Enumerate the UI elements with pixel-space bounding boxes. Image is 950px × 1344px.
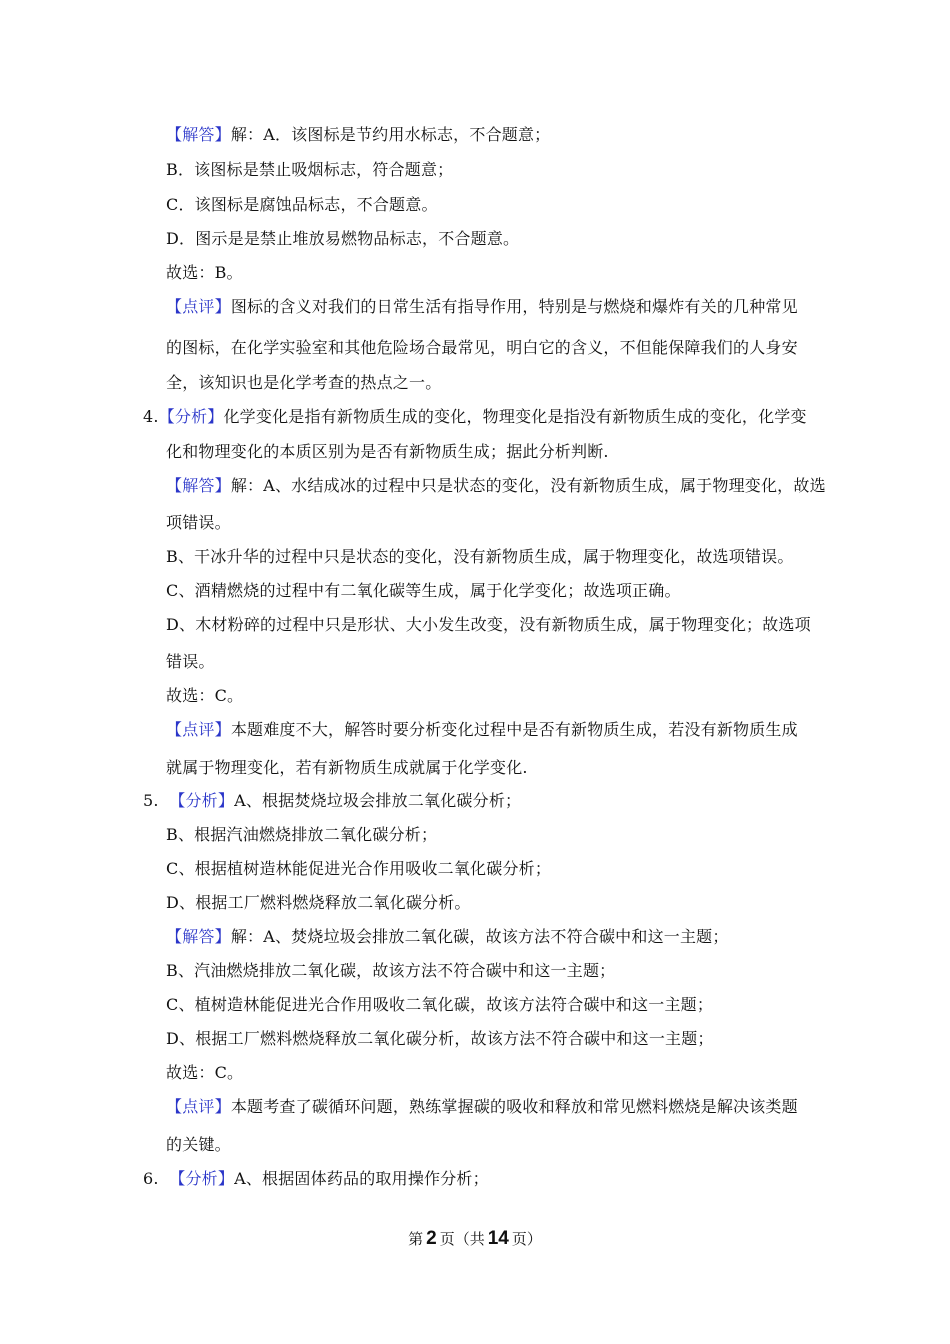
analysis-line-2: 化和物理变化的本质区别为是否有新物质生成；据此分析判断.	[166, 442, 609, 461]
analysis-option-c: C、根据植树造林能促进光合作用吸收二氧化碳分析；	[166, 859, 552, 878]
answer-text: 解：A、水结成冰的过程中只是状态的变化，没有新物质生成，属于物理变化，故选	[230, 476, 826, 495]
comment-line-3: 全，该知识也是化学考查的热点之一。	[166, 373, 442, 392]
footer-prefix: 第	[408, 1230, 424, 1248]
answer-option-c: C、酒精燃烧的过程中有二氧化碳等生成，属于化学变化；故选项正确。	[166, 581, 681, 600]
analysis-tag: 【分析】	[169, 791, 235, 810]
comment-line	[166, 1096, 816, 1118]
answer-option-c: C．该图标是腐蚀品标志，不合题意。	[166, 195, 438, 214]
comment-line-2: 的关键。	[166, 1135, 231, 1154]
answer-tag: 【解答】	[166, 125, 231, 144]
answer-line	[166, 124, 816, 146]
answer-option-d: D、木材粉碎的过程中只是形状、大小发生改变，没有新物质生成，属于物理变化；故选项	[166, 615, 811, 634]
answer-line-2: 项错误。	[166, 513, 231, 532]
answer-option-b: B、汽油燃烧排放二氧化碳，故该方法不符合碳中和这一主题；	[166, 961, 616, 980]
answer-line	[166, 475, 826, 497]
analysis-tag: 【分析】	[169, 1169, 235, 1188]
comment-text: 图标的含义对我们的日常生活有指导作用，特别是与燃烧和爆炸有关的几种常见	[230, 297, 798, 316]
answer-choice: 故选：B。	[166, 263, 243, 282]
footer-page-number: 2	[426, 1228, 437, 1249]
comment-text: 本题考查了碳循环问题，熟练掌握碳的吸收和释放和常见燃料燃烧是解决该类题	[230, 1097, 798, 1116]
question-5-analysis	[143, 790, 793, 812]
question-number: 5.	[143, 791, 159, 810]
answer-option-c: C、植树造林能促进光合作用吸收二氧化碳，故该方法符合碳中和这一主题；	[166, 995, 714, 1014]
comment-line	[166, 296, 816, 318]
answer-option-d: D、根据工厂燃料燃烧释放二氧化碳分析，故该方法不符合碳中和这一主题；	[166, 1029, 714, 1048]
comment-tag: 【点评】	[166, 1097, 231, 1116]
analysis-tag: 【分析】	[158, 407, 224, 426]
page-footer	[0, 1228, 950, 1250]
comment-tag: 【点评】	[166, 297, 231, 316]
footer-mid: 页（共	[439, 1230, 485, 1248]
answer-option-b: B．该图标是禁止吸烟标志，符合题意；	[166, 160, 454, 179]
comment-tag: 【点评】	[166, 720, 231, 739]
answer-option-b: B、干冰升华的过程中只是状态的变化，没有新物质生成，属于物理变化，故选项错误。	[166, 547, 794, 566]
comment-line	[166, 719, 816, 741]
answer-choice: 故选：C。	[166, 686, 244, 705]
answer-choice: 故选：C。	[166, 1063, 244, 1082]
answer-tag: 【解答】	[166, 476, 231, 495]
comment-line-2: 就属于物理变化，若有新物质生成就属于化学变化.	[166, 758, 528, 777]
question-4-analysis	[143, 406, 807, 428]
answer-tag: 【解答】	[166, 927, 231, 946]
question-number: 6.	[143, 1169, 159, 1188]
comment-text: 本题难度不大，解答时要分析变化过程中是否有新物质生成，若没有新物质生成	[230, 720, 798, 739]
footer-total-pages: 14	[487, 1228, 509, 1249]
analysis-text: 化学变化是指有新物质生成的变化，物理变化是指没有新物质生成的变化，化学变	[223, 407, 807, 426]
comment-line-2: 的图标，在化学实验室和其他危险场合最常见，明白它的含义，不但能保障我们的人身安	[166, 338, 798, 357]
analysis-text: A、根据固体药品的取用操作分析；	[234, 1169, 489, 1188]
answer-text: 解：A、焚烧垃圾会排放二氧化碳，故该方法不符合碳中和这一主题；	[230, 927, 729, 946]
answer-option-d: D．图示是是禁止堆放易燃物品标志，不合题意。	[166, 229, 520, 248]
footer-suffix: 页）	[511, 1230, 542, 1248]
answer-option-d-cont: 错误。	[166, 652, 215, 671]
answer-line	[166, 926, 816, 948]
question-6-analysis	[143, 1168, 793, 1190]
analysis-option-b: B、根据汽油燃烧排放二氧化碳分析；	[166, 825, 438, 844]
analysis-text: A、根据焚烧垃圾会排放二氧化碳分析；	[234, 791, 522, 810]
answer-text: 解：A．该图标是节约用水标志，不合题意；	[230, 125, 551, 144]
question-number: 4.	[143, 407, 159, 426]
analysis-option-d: D、根据工厂燃料燃烧释放二氧化碳分析。	[166, 893, 471, 912]
